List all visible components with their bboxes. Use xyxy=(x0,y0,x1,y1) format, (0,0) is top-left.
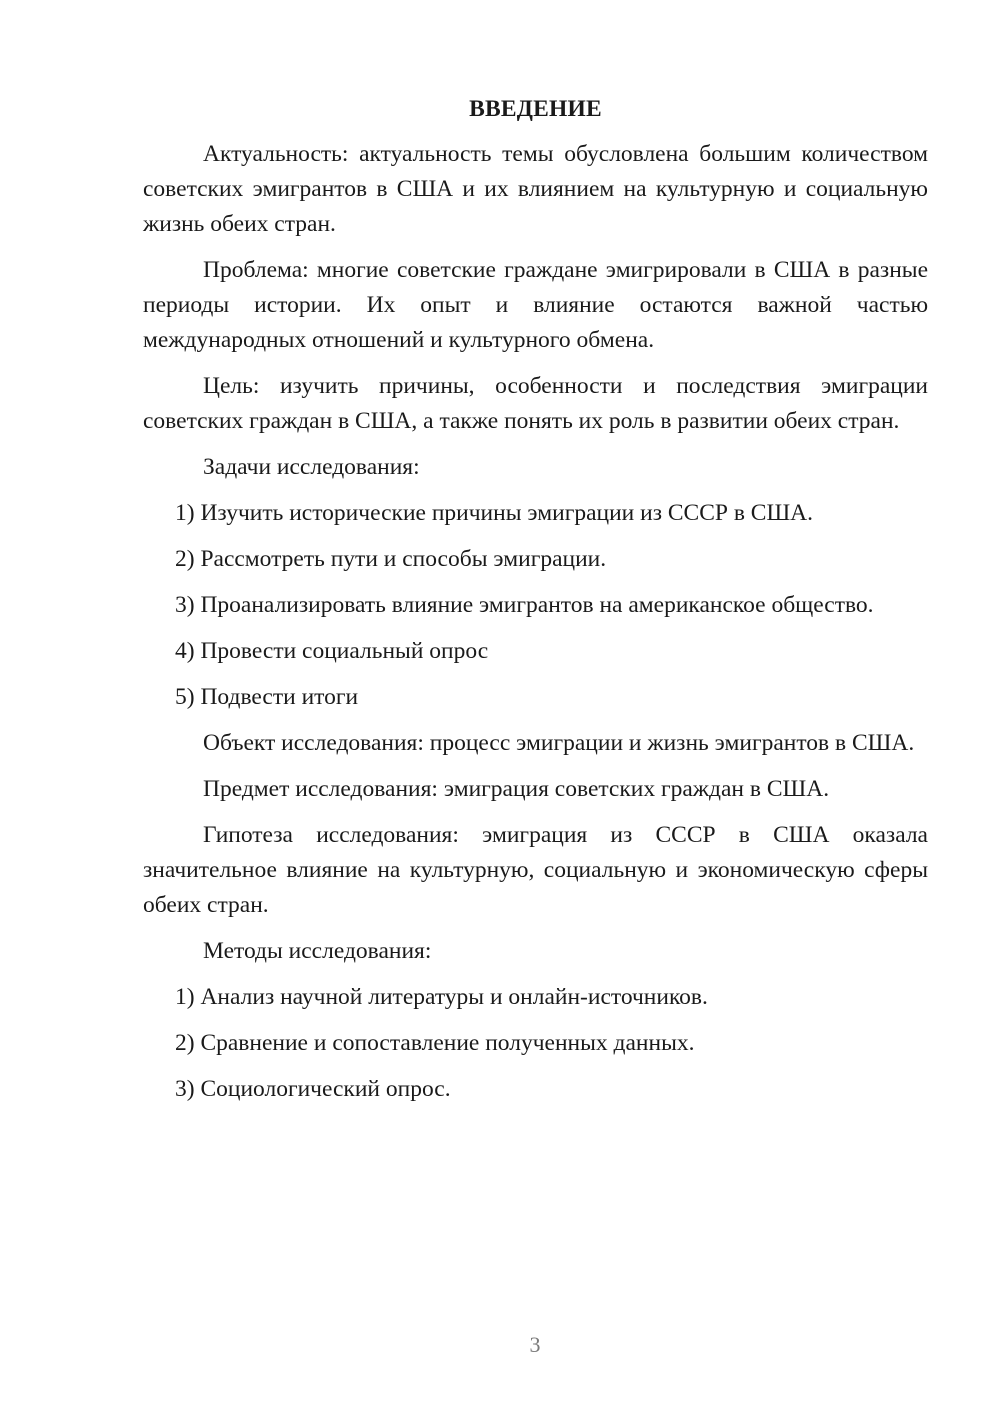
list-item: 5) Подвести итоги xyxy=(175,684,359,710)
methods-heading: Методы исследования: xyxy=(203,938,432,964)
list-item: 1) Изучить исторические причины эмиграции из СССР в США. xyxy=(175,500,814,526)
problem-paragraph: Проблема: многие советские граждане эмигрировали в США в разные периоды истории. Их опыт и влияние остаются важной частью международных отношений и культурного обмена. xyxy=(143,257,928,353)
list-item: 3) Социологический опрос. xyxy=(175,1076,451,1102)
list-item: 1) Анализ научной литературы и онлайн-источников. xyxy=(175,984,708,1010)
hypothesis-paragraph: Гипотеза исследования: эмиграция из СССР в США оказала значительное влияние на культурную, социальную и экономическую сферы обеих стран. xyxy=(143,822,928,918)
relevance-paragraph: Актуальность: актуальность темы обусловлена большим количеством советских эмигрантов в США и их влиянием на культурную и социальную жизнь обеих стран. xyxy=(143,141,928,237)
methods-list xyxy=(143,980,928,1107)
page-content xyxy=(143,92,928,1118)
list-item: 4) Провести социальный опрос xyxy=(175,638,489,664)
list-item: 2) Сравнение и сопоставление полученных данных. xyxy=(175,1030,695,1056)
tasks-list xyxy=(143,496,928,715)
page-number: 3 xyxy=(529,1332,541,1357)
tasks-heading: Задачи исследования: xyxy=(203,454,420,480)
object-paragraph: Объект исследования: процесс эмиграции и жизнь эмигрантов в США. xyxy=(203,730,915,756)
page-title: ВВЕДЕНИЕ xyxy=(469,96,602,122)
list-item: 3) Проанализировать влияние эмигрантов на американское общество. xyxy=(175,592,874,618)
list-item: 2) Рассмотреть пути и способы эмиграции. xyxy=(175,546,607,572)
goal-paragraph: Цель: изучить причины, особенности и последствия эмиграции советских граждан в США, а также понять их роль в развитии обеих стран. xyxy=(143,373,928,434)
subject-paragraph: Предмет исследования: эмиграция советских граждан в США. xyxy=(203,776,830,802)
